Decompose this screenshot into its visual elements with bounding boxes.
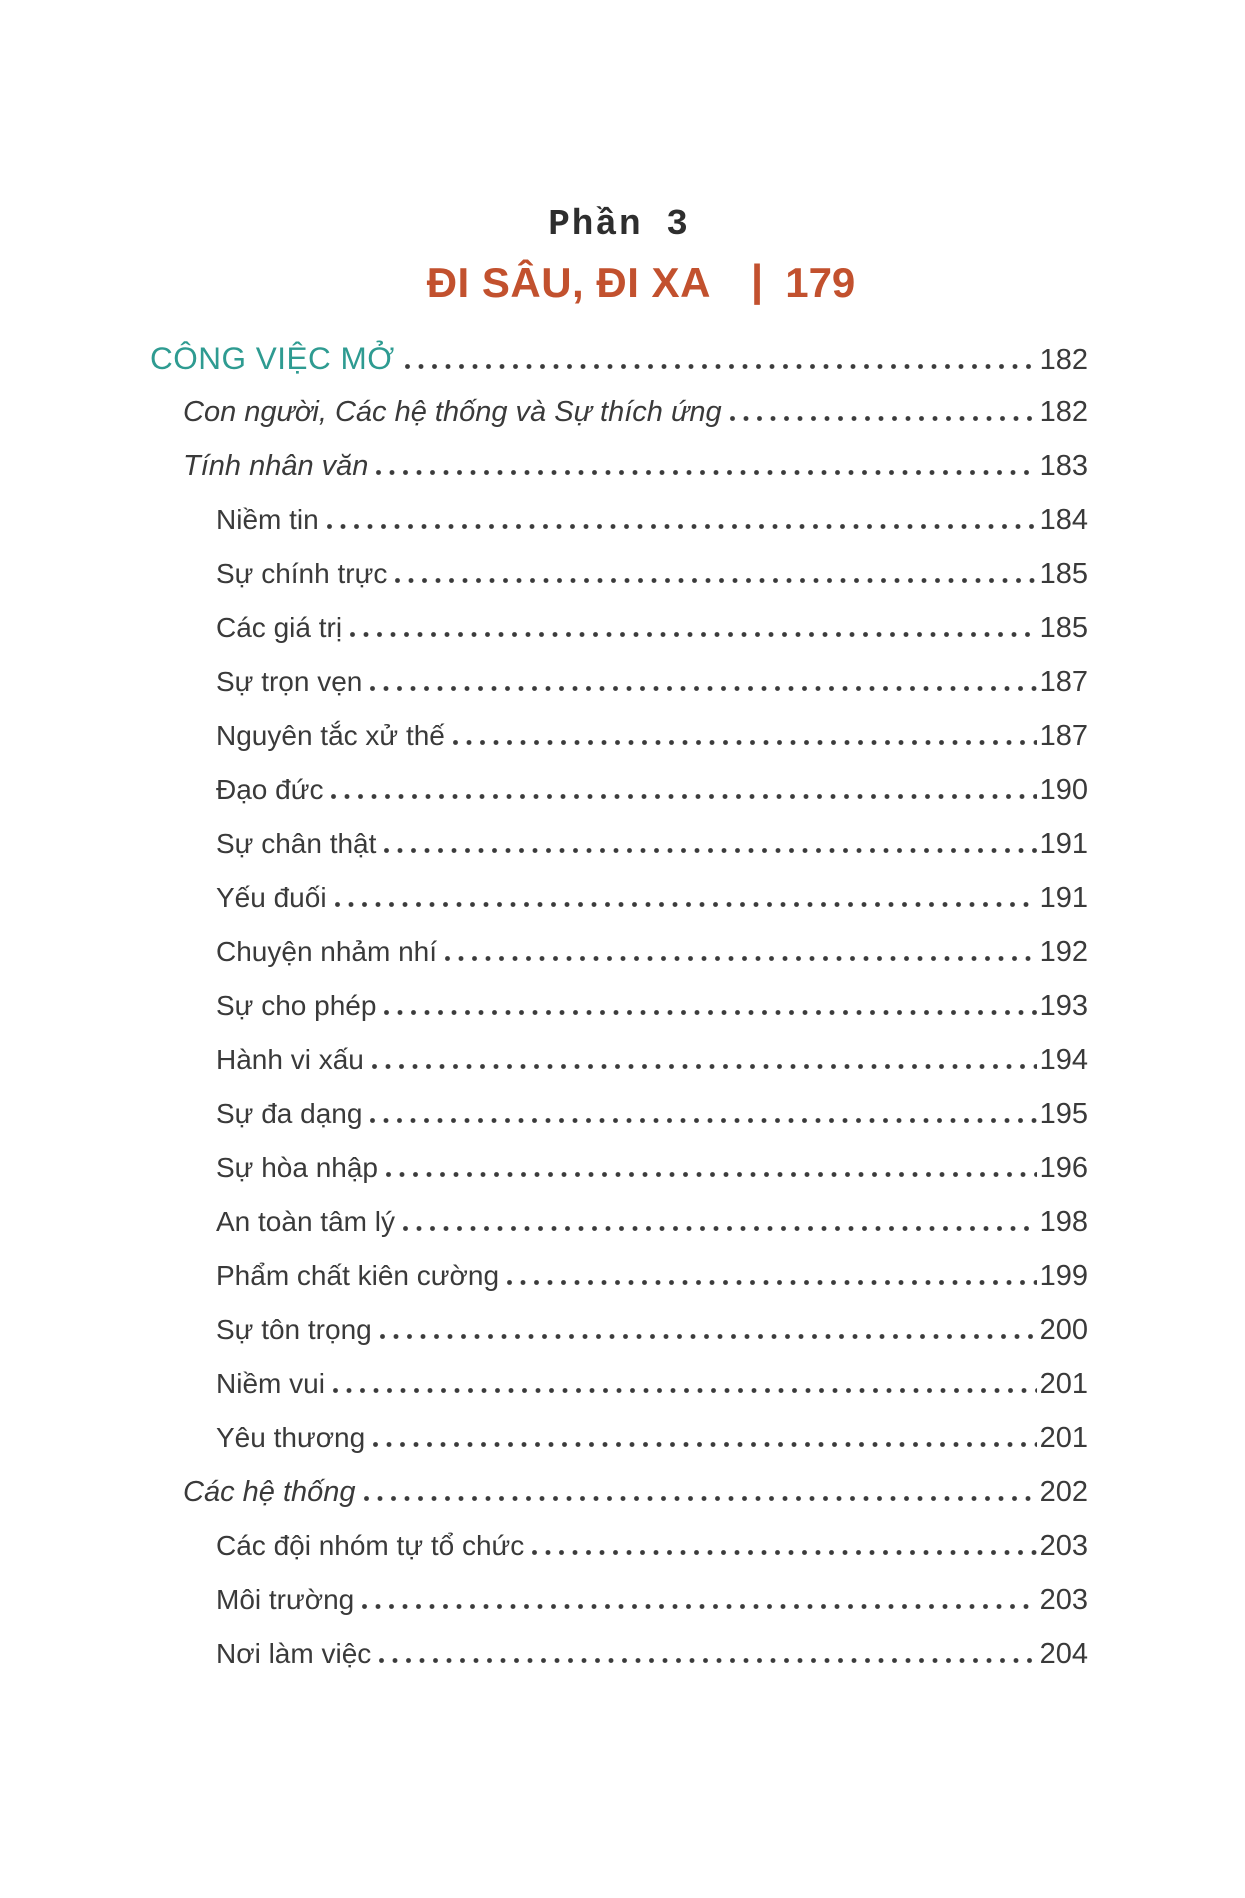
toc-entry bbox=[150, 1249, 1088, 1303]
toc-entry-page: 183 bbox=[1039, 449, 1088, 482]
toc-entry bbox=[150, 871, 1088, 925]
toc-entry-page: 203 bbox=[1039, 1583, 1088, 1616]
toc-entry-label: Các giá trị bbox=[216, 611, 343, 643]
toc-entry-page: 187 bbox=[1039, 719, 1088, 752]
toc-entry-page: 195 bbox=[1039, 1097, 1088, 1130]
part-title: ĐI SÂU, ĐI XA bbox=[426, 258, 711, 306]
toc-entry-page: 204 bbox=[1039, 1637, 1088, 1670]
dot-leader bbox=[403, 1226, 1037, 1231]
toc-entry-page: 203 bbox=[1039, 1529, 1088, 1562]
toc-entry-page: 192 bbox=[1039, 935, 1088, 968]
dot-leader bbox=[335, 902, 1037, 907]
dot-leader bbox=[376, 470, 1033, 475]
toc-entry-page: 201 bbox=[1039, 1367, 1088, 1400]
dot-leader bbox=[380, 1334, 1037, 1339]
dot-leader bbox=[331, 794, 1036, 799]
toc-entry bbox=[150, 655, 1088, 709]
toc-entry-label: Sự chính trực bbox=[216, 557, 388, 589]
toc-entry-label: Niềm vui bbox=[216, 1367, 325, 1399]
toc-entry bbox=[150, 709, 1088, 763]
dot-leader bbox=[453, 740, 1037, 745]
toc-entry bbox=[150, 601, 1088, 655]
dot-leader bbox=[333, 1388, 1037, 1393]
toc-entry-page: 182 bbox=[1039, 395, 1088, 428]
toc-entry-page: 185 bbox=[1039, 557, 1088, 590]
toc-entry bbox=[150, 1411, 1088, 1465]
dot-leader bbox=[445, 956, 1037, 961]
toc-entry bbox=[150, 1465, 1088, 1519]
toc-entry bbox=[150, 1141, 1088, 1195]
toc-entry bbox=[150, 1357, 1088, 1411]
dot-leader bbox=[532, 1550, 1036, 1555]
part-header bbox=[150, 205, 1088, 307]
toc-entry-label: Sự tôn trọng bbox=[216, 1313, 372, 1345]
toc-entry-label: Tính nhân văn bbox=[183, 449, 369, 482]
dot-leader bbox=[395, 578, 1036, 583]
toc-entry-page: 185 bbox=[1039, 611, 1088, 644]
part-page-number: 179 bbox=[785, 258, 856, 306]
toc-entry-label: Chuyện nhảm nhí bbox=[216, 935, 438, 967]
toc-entry-page: 182 bbox=[1039, 343, 1088, 376]
toc-entry-page: 190 bbox=[1039, 773, 1088, 806]
toc-entry-label: Yêu thương bbox=[216, 1421, 366, 1453]
toc-entry-label: An toàn tâm lý bbox=[216, 1205, 395, 1237]
toc-entry-label: Sự trọn vẹn bbox=[216, 665, 363, 697]
dot-leader bbox=[386, 1172, 1037, 1177]
toc-entry bbox=[150, 1033, 1088, 1087]
dot-leader bbox=[372, 1064, 1037, 1069]
toc-entry-label: Sự cho phép bbox=[216, 989, 377, 1021]
toc-entry-label: Sự chân thật bbox=[216, 827, 377, 859]
dot-leader bbox=[373, 1442, 1036, 1447]
dot-leader bbox=[384, 1010, 1036, 1015]
toc-entry bbox=[150, 1087, 1088, 1141]
part-label: Phần 3 bbox=[548, 204, 690, 245]
dot-leader bbox=[370, 1118, 1036, 1123]
dot-leader bbox=[327, 524, 1037, 529]
dot-leader bbox=[350, 632, 1037, 637]
toc-entry-label: Đạo đức bbox=[216, 773, 324, 805]
toc-entry-page: 196 bbox=[1039, 1151, 1088, 1184]
toc-entry bbox=[150, 331, 1088, 385]
toc-entry bbox=[150, 979, 1088, 1033]
toc-entry-label: Niềm tin bbox=[216, 503, 319, 535]
toc-entry-label: Hành vi xấu bbox=[216, 1043, 364, 1075]
toc-entry bbox=[150, 925, 1088, 979]
toc-entry-label: Nơi làm việc bbox=[216, 1637, 372, 1669]
toc-entry bbox=[150, 547, 1088, 601]
toc-entry-page: 200 bbox=[1039, 1313, 1088, 1346]
toc-list bbox=[150, 331, 1088, 1681]
dot-leader bbox=[730, 416, 1034, 421]
toc-entry-label: Yếu đuối bbox=[216, 881, 327, 913]
dot-leader bbox=[405, 364, 1033, 369]
toc-entry bbox=[150, 1519, 1088, 1573]
toc-entry-page: 198 bbox=[1039, 1205, 1088, 1238]
toc-entry bbox=[150, 1303, 1088, 1357]
toc-entry-page: 201 bbox=[1039, 1421, 1088, 1454]
toc-entry-label: Các hệ thống bbox=[183, 1475, 356, 1508]
toc-entry-label: Nguyên tắc xử thế bbox=[216, 719, 445, 751]
toc-entry-page: 191 bbox=[1039, 827, 1088, 860]
toc-entry-label: Môi trường bbox=[216, 1583, 355, 1615]
divider-bar: | bbox=[750, 255, 764, 305]
dot-leader bbox=[370, 686, 1036, 691]
toc-entry bbox=[150, 763, 1088, 817]
toc-entry bbox=[150, 439, 1088, 493]
dot-leader bbox=[364, 1496, 1034, 1501]
toc-entry-page: 194 bbox=[1039, 1043, 1088, 1076]
toc-entry-page: 191 bbox=[1039, 881, 1088, 914]
toc-entry bbox=[150, 1573, 1088, 1627]
dot-leader bbox=[379, 1658, 1036, 1663]
toc-entry bbox=[150, 1195, 1088, 1249]
toc-entry-label: Sự đa dạng bbox=[216, 1097, 363, 1129]
toc-entry-page: 202 bbox=[1039, 1475, 1088, 1508]
toc-entry-page: 193 bbox=[1039, 989, 1088, 1022]
toc-entry bbox=[150, 493, 1088, 547]
dot-leader bbox=[362, 1604, 1036, 1609]
dot-leader bbox=[384, 848, 1036, 853]
toc-entry bbox=[150, 385, 1088, 439]
toc-entry bbox=[150, 817, 1088, 871]
toc-entry-label: Con người, Các hệ thống và Sự thích ứng bbox=[183, 395, 722, 428]
toc-entry bbox=[150, 1627, 1088, 1681]
toc-entry-page: 199 bbox=[1039, 1259, 1088, 1292]
part-title-row bbox=[172, 255, 1110, 307]
toc-entry-label: CÔNG VIỆC MỞ bbox=[150, 339, 395, 376]
toc-entry-label: Các đội nhóm tự tổ chức bbox=[216, 1529, 525, 1561]
dot-leader bbox=[507, 1280, 1037, 1285]
toc-entry-page: 187 bbox=[1039, 665, 1088, 698]
toc-entry-label: Phẩm chất kiên cường bbox=[216, 1259, 500, 1291]
toc-entry-label: Sự hòa nhập bbox=[216, 1151, 378, 1183]
toc-entry-page: 184 bbox=[1039, 503, 1088, 536]
